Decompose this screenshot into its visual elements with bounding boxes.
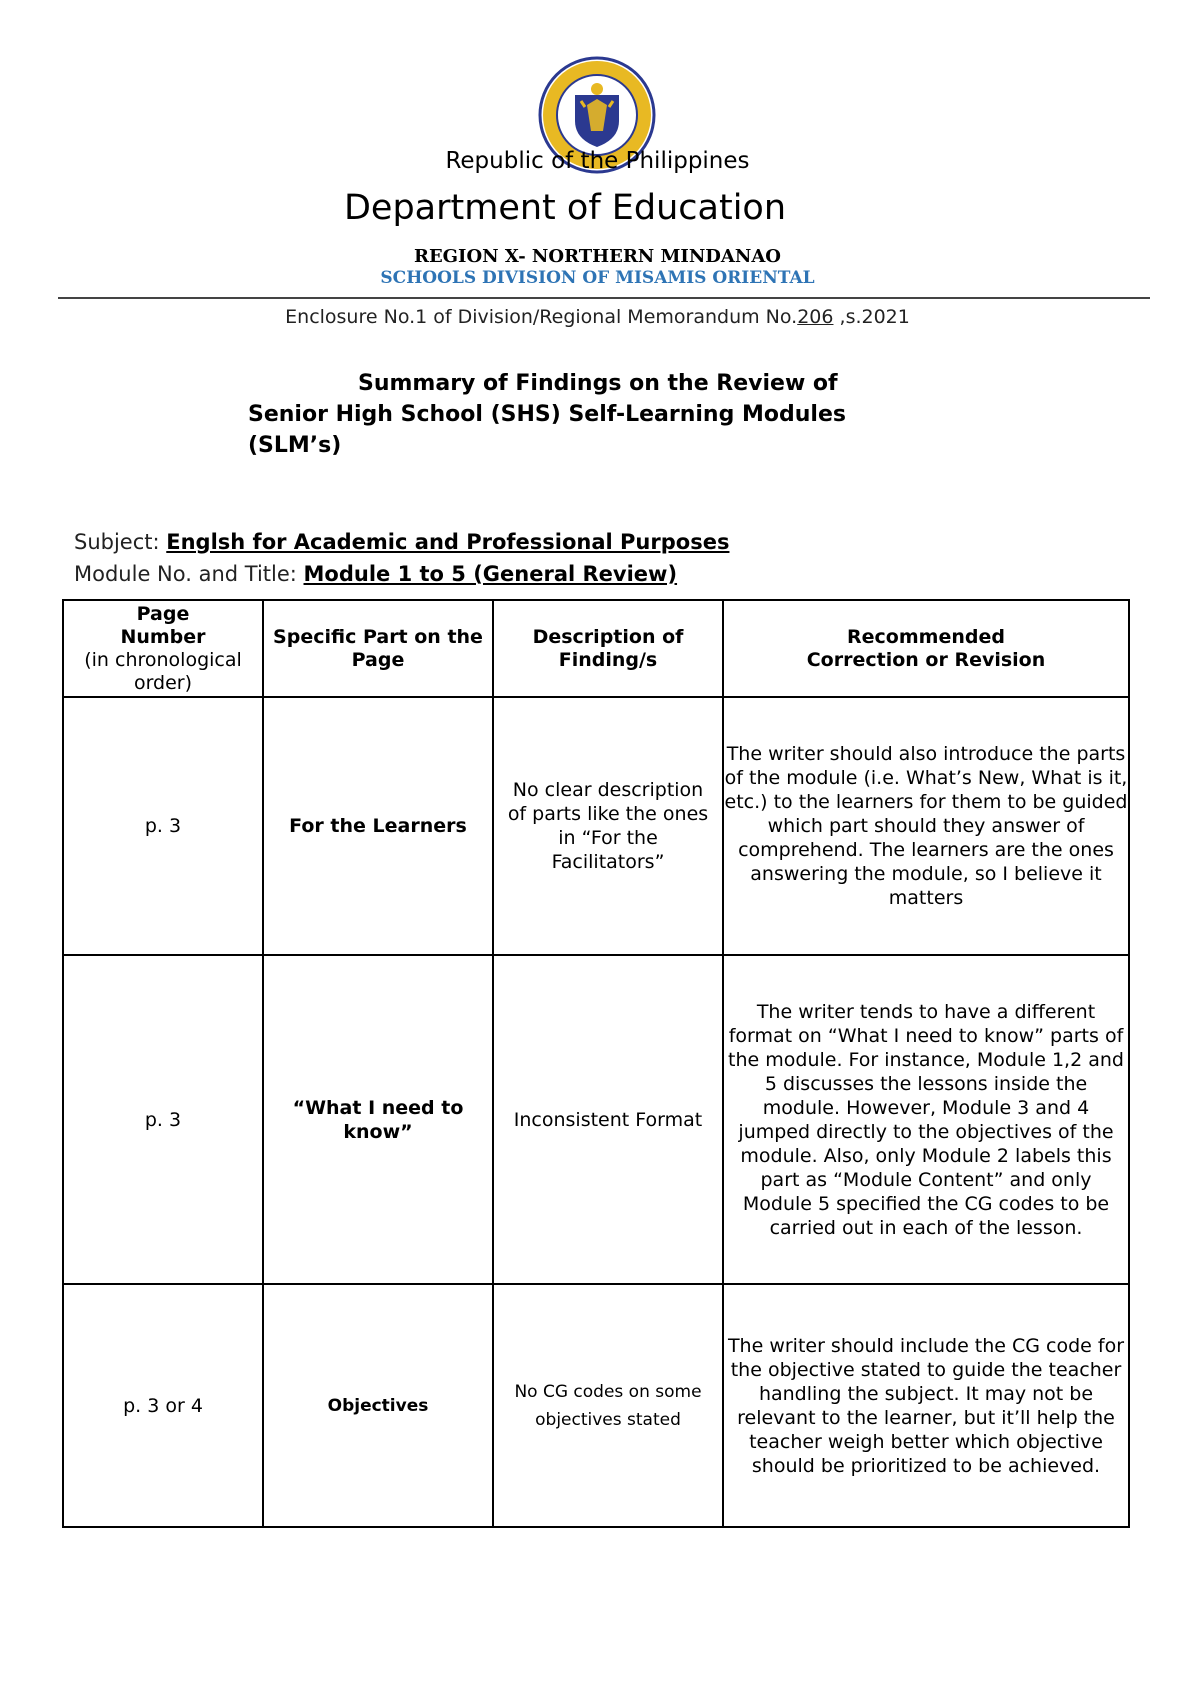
header-page-number: [63, 600, 263, 697]
header-page-number-label: Page Number: [120, 602, 206, 648]
cell-part: For the Learners: [263, 697, 493, 955]
document-title: [248, 368, 948, 461]
module-value: Module 1 to 5 (General Review): [303, 562, 678, 586]
header-page-number-note: (in chronological order): [84, 648, 242, 694]
findings-table: [62, 599, 1130, 1528]
cell-finding: No CG codes on some objectives stated: [493, 1284, 723, 1527]
enclosure-prefix: Enclosure No.1 of Division/Regional Memorandum No.: [285, 306, 798, 328]
cell-part: “What I need to know”: [263, 955, 493, 1284]
region-heading: REGION X- NORTHERN MINDANAO: [414, 246, 781, 267]
cell-recommendation: The writer should also introduce the parts of the module (i.e. What’s New, What is it, etc.) to the learners for them to be guided which part should they answer of comprehend. The learners are the ones answering the module, so I believe it matters: [723, 697, 1129, 955]
table-header-row: [63, 600, 1129, 697]
cell-finding: Inconsistent Format: [493, 955, 723, 1284]
subject-line: [74, 530, 729, 554]
cell-part: Objectives: [263, 1284, 493, 1527]
header-divider: [58, 297, 1150, 299]
enclosure-line: [0, 306, 1195, 328]
table-row: [63, 955, 1129, 1284]
module-line: [74, 562, 677, 586]
table-row: [63, 697, 1129, 955]
department-heading: Department of Education: [343, 188, 787, 228]
header-specific-part: Specific Part on the Page: [263, 600, 493, 697]
title-line-3: (SLM’s): [248, 433, 342, 458]
cell-finding: No clear description of parts like the ones in “For the Facilitators”: [493, 697, 723, 955]
cell-page: p. 3 or 4: [63, 1284, 263, 1527]
cell-page: p. 3: [63, 697, 263, 955]
header-description: Description of Finding/s: [493, 600, 723, 697]
memo-number: 206: [797, 306, 834, 328]
module-label: Module No. and Title:: [74, 562, 304, 586]
title-line-2: Senior High School (SHS) Self-Learning Modules: [248, 402, 846, 427]
cell-recommendation: The writer should include the CG code for the objective stated to guide the teacher handling the subject. It may not be relevant to the learner, but it’ll help the teacher weigh better which objective should be prioritized to be achieved.: [723, 1284, 1129, 1527]
cell-recommendation: The writer tends to have a different format on “What I need to know” parts of the module. For instance, Module 1,2 and 5 discusses the lessons inside the module. However, Module 3 and 4 jumped directly to the objectives of the module. Also, only Module 2 labels this part as “Module Content” and only Module 5 specified the CG codes to be carried out in each of the lesson.: [723, 955, 1129, 1284]
cell-page: p. 3: [63, 955, 263, 1284]
title-line-1: Summary of Findings on the Review of: [358, 371, 838, 396]
header-recommended: Recommended Correction or Revision: [723, 600, 1129, 697]
subject-value: Englsh for Academic and Professional Purposes: [166, 530, 730, 554]
enclosure-suffix: ,s.2021: [833, 306, 910, 328]
table-row: [63, 1284, 1129, 1527]
division-heading: SCHOOLS DIVISION OF MISAMIS ORIENTAL: [380, 268, 815, 288]
subject-label: Subject:: [74, 530, 167, 554]
republic-heading: Republic of the Philippines: [445, 148, 750, 174]
